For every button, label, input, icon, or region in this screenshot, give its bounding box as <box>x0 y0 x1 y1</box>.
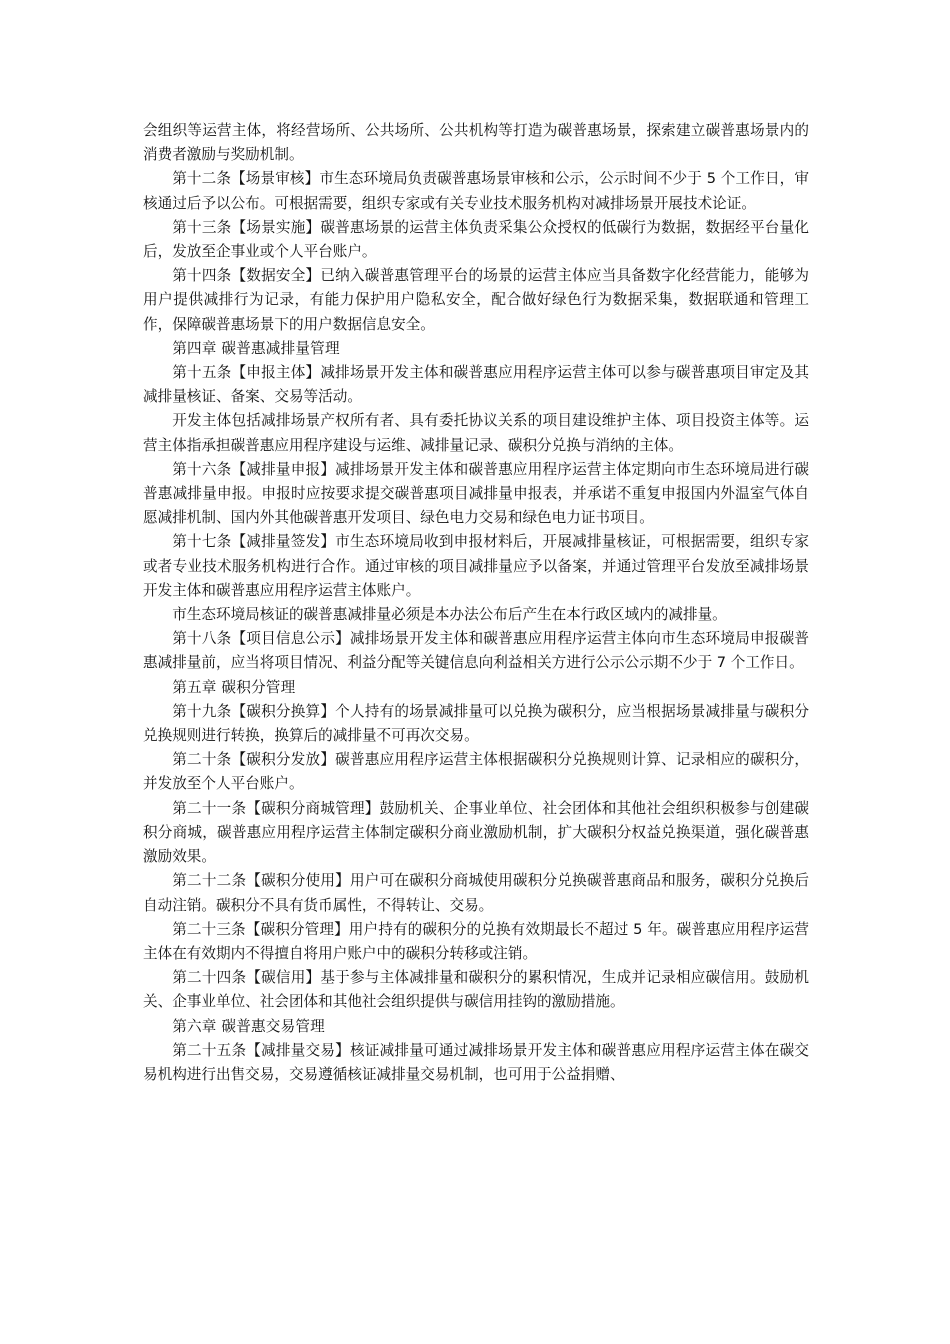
article-20-paragraph: 第二十条【碳积分发放】碳普惠应用程序运营主体根据碳积分兑换规则计算、记录相应的碳积分，并发放至个人平台账户。 <box>143 751 809 793</box>
document-page <box>143 119 809 1087</box>
article-17-paragraph: 第十七条【减排量签发】市生态环境局收到申报材料后，开展减排量核证，可根据需要，组织专家或者专业技术服务机构进行合作。通过审核的项目减排量应予以备案，并通过管理平台发放至减排场景开发主体和碳普惠应用程序运营主体账户。 <box>143 533 809 599</box>
article-17-subparagraph: 市生态环境局核证的碳普惠减排量必须是本办法公布后产生在本行政区域内的减排量。 <box>172 606 727 624</box>
paragraph-continuation: 会组织等运营主体，将经营场所、公共场所、公共机构等打造为碳普惠场景，探索建立碳普惠场景内的消费者激励与奖励机制。 <box>143 122 809 164</box>
article-14-paragraph: 第十四条【数据安全】已纳入碳普惠管理平台的场景的运营主体应当具备数字化经营能力，能够为用户提供减排行为记录，有能力保护用户隐私安全，配合做好绿色行为数据采集，数据联通和管理工作，保障碳普惠场景下的用户数据信息安全。 <box>143 267 809 333</box>
article-13-paragraph: 第十三条【场景实施】碳普惠场景的运营主体负责采集公众授权的低碳行为数据，数据经平台量化后，发放至企事业或个人平台账户。 <box>143 218 809 261</box>
article-24-paragraph: 第二十四条【碳信用】基于参与主体减排量和碳积分的累积情况，生成并记录相应碳信用。鼓励机关、企事业单位、社会团体和其他社会组织提供与碳信用挂钩的激励措施。 <box>143 969 809 1011</box>
article-15-subparagraph: 开发主体包括减排场景产权所有者、具有委托协议关系的项目建设维护主体、项目投资主体等。运营主体指承担碳普惠应用程序建设与运维、减排量记录、碳积分兑换与消纳的主体。 <box>143 412 809 454</box>
chapter-6-heading: 第六章 碳普惠交易管理 <box>172 1017 325 1035</box>
article-22-paragraph: 第二十二条【碳积分使用】用户可在碳积分商城使用碳积分兑换碳普惠商品和服务，碳积分兑换后自动注销。碳积分不具有货币属性，不得转让、交易。 <box>143 872 809 914</box>
article-19-paragraph: 第十九条【碳积分换算】个人持有的场景减排量可以兑换为碳积分，应当根据场景减排量与碳积分兑换规则进行转换，换算后的减排量不可再次交易。 <box>143 702 809 745</box>
article-16-paragraph: 第十六条【减排量申报】减排场景开发主体和碳普惠应用程序运营主体定期向市生态环境局进行碳普惠减排量申报。申报时应按要求提交碳普惠项目减排量申报表，并承诺不重复申报国内外温室气体自愿减排机制、国内外其他碳普惠开发项目、绿色电力交易和绿色电力证书项目。 <box>143 460 809 527</box>
article-21-paragraph: 第二十一条【碳积分商城管理】鼓励机关、企事业单位、社会团体和其他社会组织积极参与创建碳积分商城，碳普惠应用程序运营主体制定碳积分商业激励机制，扩大碳积分权益兑换渠道，强化碳普惠激励效果。 <box>143 799 809 866</box>
chapter-5-heading: 第五章 碳积分管理 <box>172 678 296 696</box>
article-25-paragraph: 第二十五条【减排量交易】核证减排量可通过减排场景开发主体和碳普惠应用程序运营主体在碳交易机构进行出售交易，交易遵循核证减排量交易机制，也可用于公益捐赠、 <box>143 1041 809 1083</box>
article-18-paragraph: 第十八条【项目信息公示】减排场景开发主体和碳普惠应用程序运营主体向市生态环境局申报碳普惠减排量前，应当将项目情况、利益分配等关键信息向利益相关方进行公示公示期不少于 7 个工作日。 <box>143 630 809 672</box>
article-12-paragraph: 第十二条【场景审核】市生态环境局负责碳普惠场景审核和公示，公示时间不少于 5 个工作日，审核通过后予以公布。可根据需要，组织专家或有关专业技术服务机构对减排场景开展技术论证。 <box>143 170 809 212</box>
article-15-paragraph: 第十五条【申报主体】减排场景开发主体和碳普惠应用程序运营主体可以参与碳普惠项目审定及其减排量核证、备案、交易等活动。 <box>143 364 809 406</box>
chapter-4-heading: 第四章 碳普惠减排量管理 <box>172 339 340 357</box>
article-23-paragraph: 第二十三条【碳积分管理】用户持有的碳积分的兑换有效期最长不超过 5 年。碳普惠应用程序运营主体在有效期内不得擅自将用户账户中的碳积分转移或注销。 <box>143 920 809 962</box>
